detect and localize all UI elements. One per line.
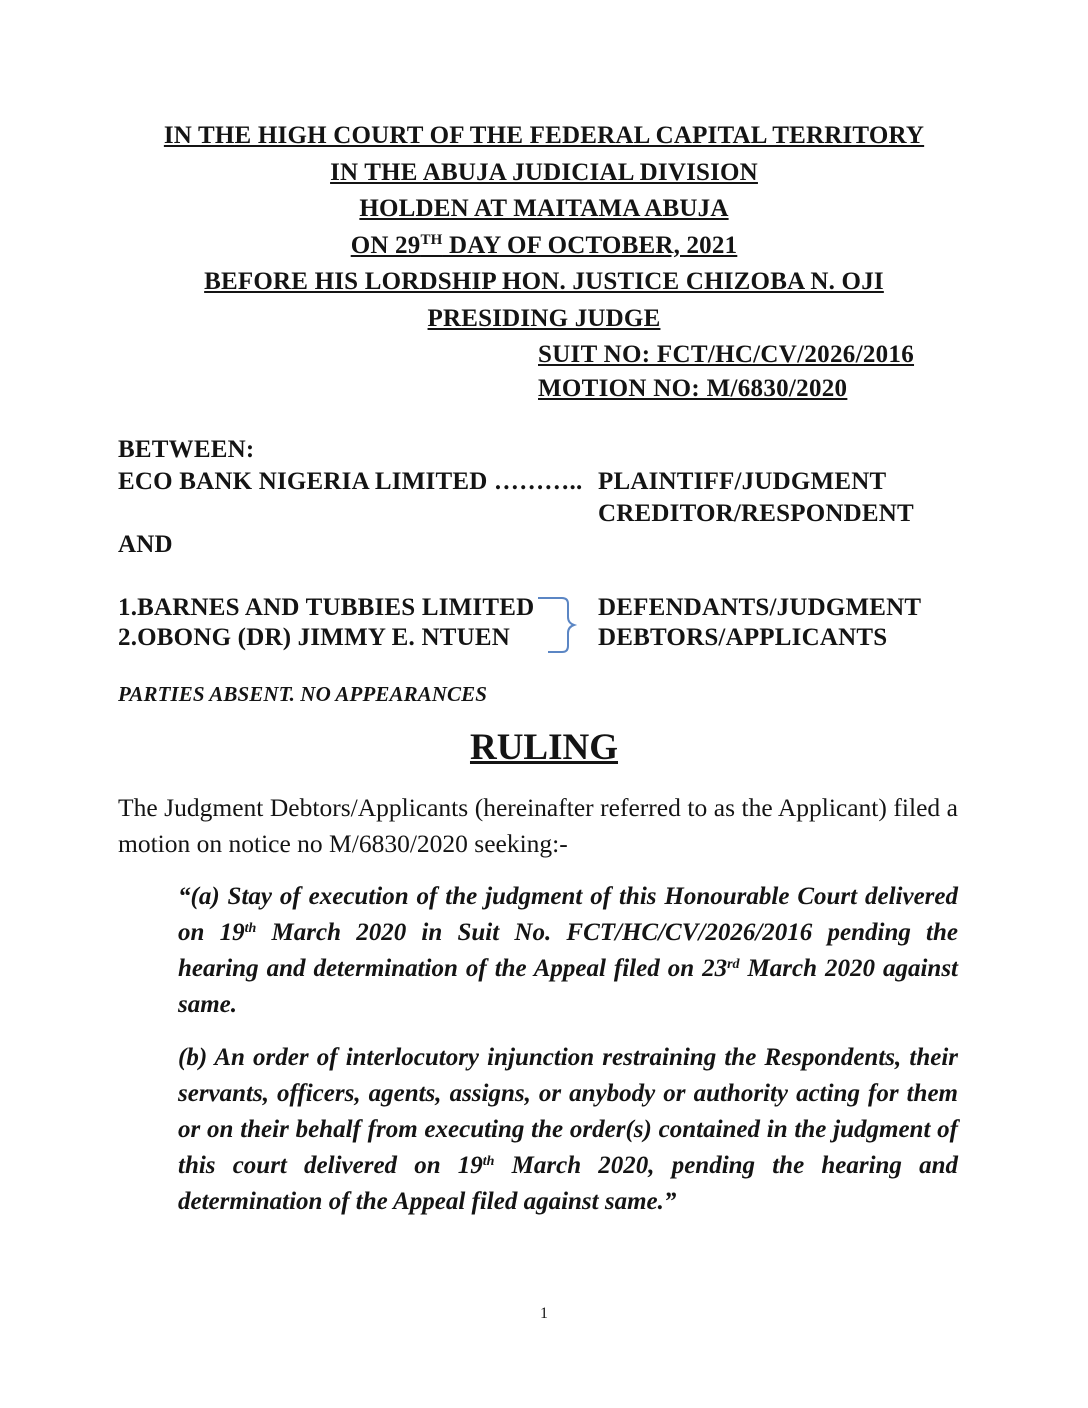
prayer-b-text-2: March 2020, pending the hearing and determination of the Appeal filed against same.” [178,1152,958,1215]
court-heading-date [100,228,988,265]
date-suffix: DAY OF OCTOBER, 2021 [442,231,738,259]
parties-note: PARTIES ABSENT. NO APPEARANCES [118,682,488,706]
date-superscript: TH [420,231,443,248]
defendant-1: 1.BARNES AND TUBBIES LIMITED [118,594,535,621]
case-numbers [538,338,914,406]
court-heading-line-3: HOLDEN AT MAITAMA ABUJA [359,195,729,222]
prayer-a-text-2: March 2020 in Suit No. FCT/HC/CV/2026/2016 pending the hearing and determination of the Appeal filed on 23 [178,919,959,982]
prayer-a-superscript-2: rd [727,957,740,972]
plaintiff-role-line-2: CREDITOR/RESPONDENT [598,500,914,527]
prayer-b [178,1040,958,1220]
defendant-2: 2.OBONG (DR) JIMMY E. NTUEN [118,624,510,651]
defendants-brace [536,595,586,655]
between-label: BETWEEN: [118,436,255,463]
prayer-a-text-3: March 2020 against same. [178,955,959,1018]
court-heading-judge: BEFORE HIS LORDSHIP HON. JUSTICE CHIZOBA N. OJI [204,268,884,295]
and-label: AND [118,531,173,558]
plaintiff-name: ECO BANK NIGERIA LIMITED ……….. [118,468,583,495]
court-heading-line-2: IN THE ABUJA JUDICIAL DIVISION [330,158,758,186]
prayer-b-text-1: (b) An order of interlocutory injunction restraining the Respondents, their servants, officers, agents, assigns, or anybody or authority acting for them or on their behalf from executing the order(s) contained in the judgment of this court delivered on 19 [178,1044,958,1179]
court-heading [100,118,988,337]
suit-number: SUIT NO: FCT/HC/CV/2026/2016 [538,341,915,368]
prayer-a-text-1: “(a) Stay of execution of the judgment of this Honourable Court delivered on 19 [178,883,958,946]
motion-number: MOTION NO: M/6830/2020 [538,375,848,402]
intro-paragraph: The Judgment Debtors/Applicants (hereinafter referred to as the Applicant) filed a motion on notice no M/6830/2020 seeking:- [118,793,958,858]
prayer-a-superscript-1: th [244,921,257,936]
prayer-b-superscript-1: th [482,1154,495,1169]
prayer-a [178,879,958,1023]
court-heading-presiding: PRESIDING JUDGE [427,304,661,332]
defendant-role-line-2: DEBTORS/APPLICANTS [598,624,888,651]
date-prefix: ON 29 [350,231,421,259]
defendant-role-line-1: DEFENDANTS/JUDGMENT [598,594,922,621]
plaintiff-role-line-1: PLAINTIFF/JUDGMENT [598,468,887,495]
court-heading-line-1: IN THE HIGH COURT OF THE FEDERAL CAPITAL TERRITORY [163,122,925,149]
ruling-title: RULING [469,727,619,768]
page-number: 1 [540,1305,548,1322]
